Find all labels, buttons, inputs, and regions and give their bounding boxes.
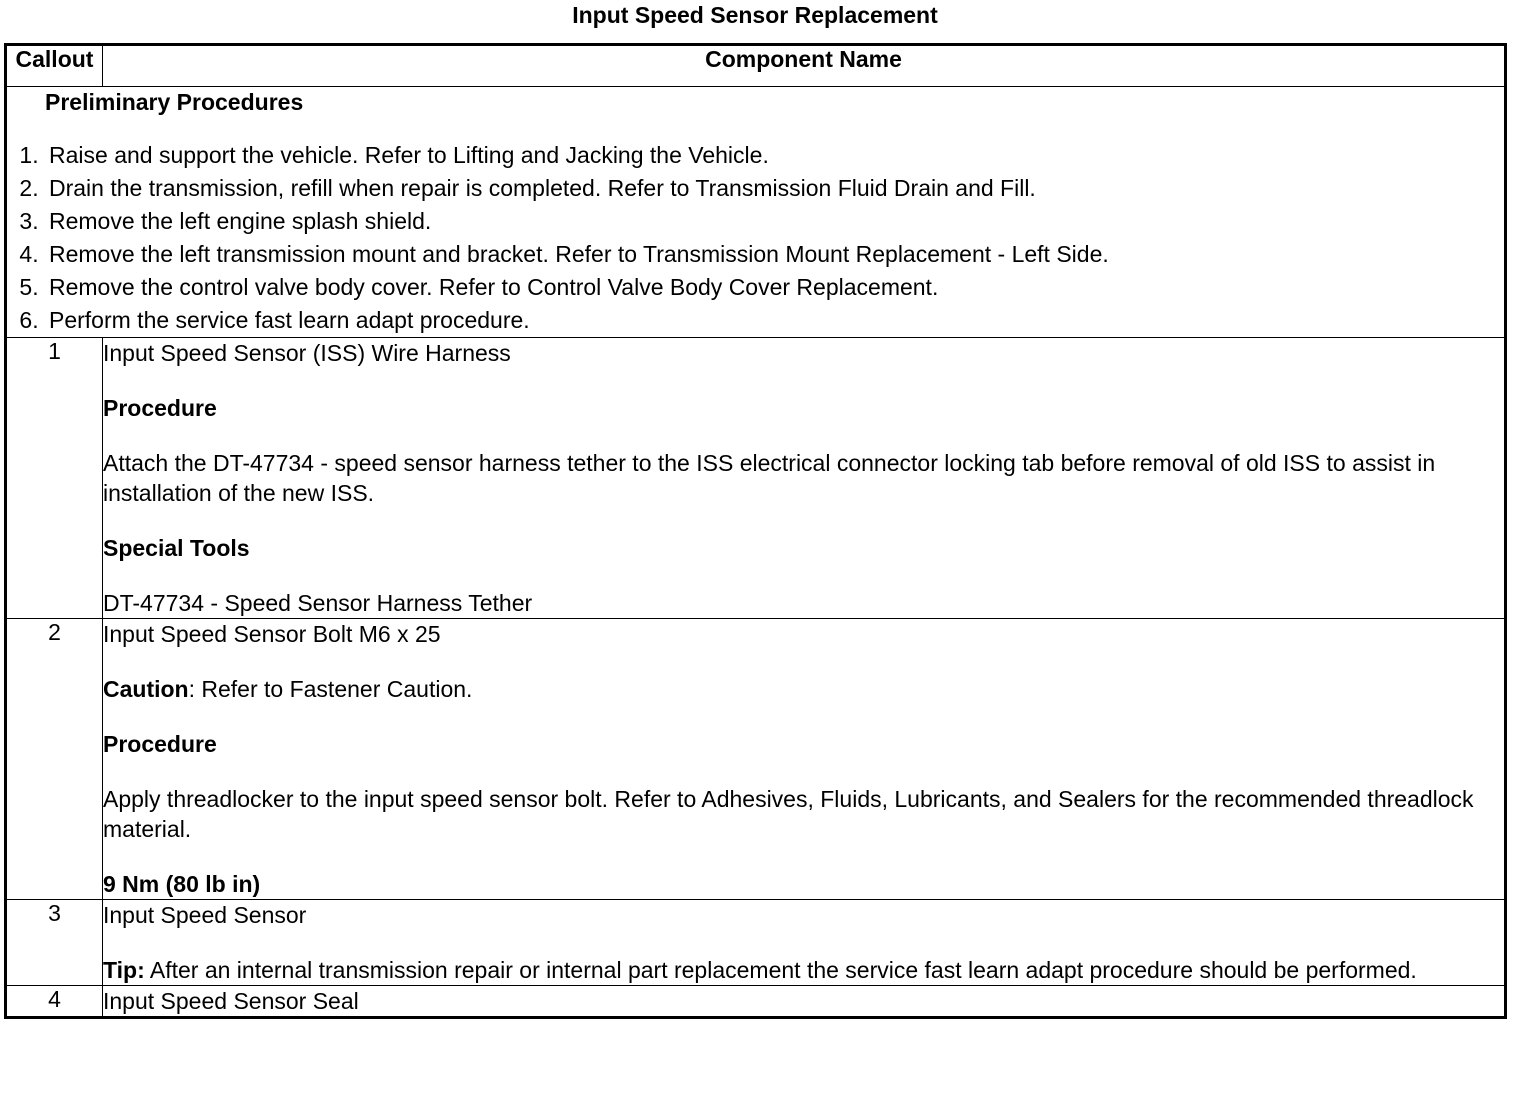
callout-number: 1 bbox=[6, 338, 103, 619]
table-row bbox=[6, 619, 1506, 900]
callout-number: 2 bbox=[6, 619, 103, 900]
preliminary-heading: Preliminary Procedures bbox=[45, 89, 304, 115]
table-row bbox=[6, 900, 1506, 986]
procedure-label: Procedure bbox=[103, 395, 217, 421]
component-cell bbox=[103, 900, 1506, 986]
procedure-text: Apply threadlocker to the input speed sensor bolt. Refer to Adhesives, Fluids, Lubricants, and Sealers for the recommended threadlock material. bbox=[103, 786, 1474, 842]
header-component-name: Component Name bbox=[103, 45, 1506, 87]
table-row bbox=[6, 986, 1506, 1018]
preliminary-step: 5. Remove the control valve body cover. Refer to Control Valve Body Cover Replacement. bbox=[45, 271, 1504, 304]
component-name: Input Speed Sensor (ISS) Wire Harness bbox=[103, 340, 511, 366]
preliminary-step: 6. Perform the service fast learn adapt procedure. bbox=[45, 304, 1504, 337]
preliminary-procedures bbox=[6, 87, 1506, 338]
callout-number: 3 bbox=[6, 900, 103, 986]
preliminary-step: 1. Raise and support the vehicle. Refer to Lifting and Jacking the Vehicle. bbox=[45, 139, 1504, 172]
tip-text: After an internal transmission repair or internal part replacement the service fast learn adapt procedure should be performed. bbox=[144, 957, 1417, 983]
caution-text: : Refer to Fastener Caution. bbox=[188, 676, 473, 702]
component-table bbox=[4, 43, 1507, 1019]
component-cell bbox=[103, 986, 1506, 1018]
special-tools-text: DT-47734 - Speed Sensor Harness Tether bbox=[103, 590, 533, 616]
preliminary-step: 2. Drain the transmission, refill when repair is completed. Refer to Transmission Fluid Drain and Fill. bbox=[45, 172, 1504, 205]
procedure-text: Attach the DT-47734 - speed sensor harness tether to the ISS electrical connector locking tab before removal of old ISS to assist in installation of the new ISS. bbox=[103, 450, 1436, 506]
special-tools-label: Special Tools bbox=[103, 535, 250, 561]
procedure-label: Procedure bbox=[103, 731, 217, 757]
caution-label: Caution bbox=[103, 676, 189, 702]
torque-spec: 9 Nm (80 lb in) bbox=[103, 871, 261, 897]
component-cell bbox=[103, 619, 1506, 900]
table-row bbox=[6, 338, 1506, 619]
component-cell bbox=[103, 338, 1506, 619]
preliminary-row bbox=[6, 87, 1506, 338]
preliminary-steps bbox=[7, 139, 1504, 337]
table-header-row bbox=[6, 45, 1506, 87]
preliminary-step: 3. Remove the left engine splash shield. bbox=[45, 205, 1504, 238]
page-title: Input Speed Sensor Replacement bbox=[572, 2, 938, 28]
component-name: Input Speed Sensor Seal bbox=[103, 988, 359, 1014]
header-callout: Callout bbox=[6, 45, 103, 87]
component-name: Input Speed Sensor bbox=[103, 902, 307, 928]
tip-label: Tip: bbox=[103, 957, 145, 983]
tip-line bbox=[103, 955, 1504, 985]
callout-number: 4 bbox=[6, 986, 103, 1018]
caution-line bbox=[103, 674, 1504, 704]
component-name: Input Speed Sensor Bolt M6 x 25 bbox=[103, 621, 441, 647]
preliminary-step: 4. Remove the left transmission mount and bracket. Refer to Transmission Mount Replacement - Left Side. bbox=[45, 238, 1504, 271]
